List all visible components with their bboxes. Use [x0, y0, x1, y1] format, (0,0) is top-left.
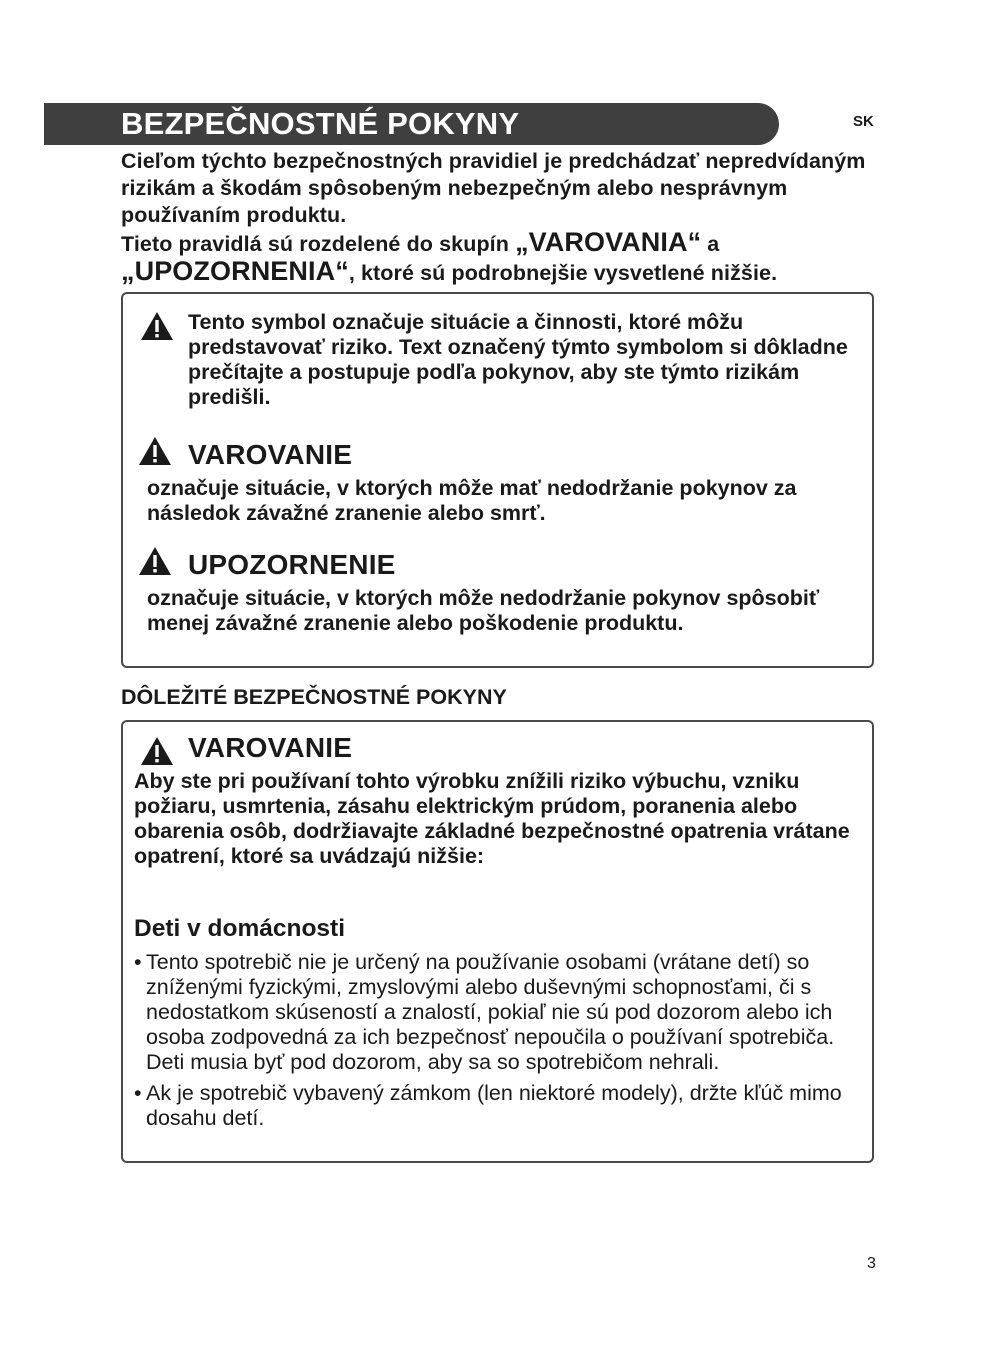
caution-term: „UPOZORNENIA“ [121, 256, 349, 286]
symbol-explanation: Tento symbol označuje situácie a činnosti, ktoré môžu predstavovať riziko. Text označený týmto symbolom si dôkladne prečítajte a postupuje podľa pokynov, aby ste týmto rizikám predišli. [188, 310, 848, 409]
warning-description: Aby ste pri používaní tohto výrobku znížili riziko výbuchu, vzniku požiaru, usmrtenia, zásahu elektrickým prúdom, poranenia alebo obarenia osôb, dodržiavajte základné bezpečnostné opatrenia vrátane opatrení, ktoré sa uvádzajú nižšie: [134, 769, 850, 868]
page-title: BEZPEČNOSTNÉ POKYNY [121, 106, 520, 141]
caution-heading: UPOZORNENIE [188, 549, 396, 580]
bullet-icon: • [134, 1081, 142, 1105]
warning-term: „VAROVANIA“ [515, 227, 702, 257]
warning-triangle-icon [138, 546, 172, 576]
intro [121, 148, 881, 287]
warning-triangle-icon [140, 736, 174, 766]
warning-heading: VAROVANIE [188, 439, 353, 470]
bullet-list [134, 950, 859, 1137]
intro-text-after: , ktoré sú podrobnejšie vysvetlené nižšie. [348, 261, 778, 285]
warning-heading: VAROVANIE [188, 732, 353, 763]
bullet-icon: • [134, 950, 142, 974]
page-number: 3 [867, 1255, 876, 1272]
caution-description: označuje situácie, v ktorých môže nedodržanie pokynov spôsobiť menej závažné zranenie alebo poškodenie produktu. [147, 586, 820, 635]
list-item-text: Tento spotrebič nie je určený na používanie osobami (vrátane detí) so zníženými fyzickými, zmyslovými alebo duševnými schopnosťami, či s nedostatkom skúseností a znalostí, pokiaľ nie sú pod dozorom alebo ich osoba zodpovedná za ich bezpečnosť nepoučila o používaní spotrebiča. Deti musia byť pod dozorom, aby sa so spotrebičom nehrali. [146, 950, 835, 1074]
section-title: DÔLEŽITÉ BEZPEČNOSTNÉ POKYNY [121, 685, 507, 709]
warning-triangle-icon [140, 311, 174, 341]
list-item [134, 1081, 859, 1131]
language-code: SK [853, 113, 874, 130]
intro-text-middle: a [701, 232, 720, 256]
list-item-text: Ak je spotrebič vybavený zámkom (len niektoré modely), držte kľúč mimo dosahu detí. [146, 1081, 842, 1130]
important-warning-box [121, 720, 874, 1163]
warning-triangle-icon [138, 436, 172, 466]
intro-paragraph: Cieľom týchto bezpečnostných pravidiel je predchádzať nepredvídaným rizikám a škodám spôsobeným nebezpečným alebo nesprávnym používaním produktu. [121, 149, 866, 227]
list-item [134, 950, 859, 1075]
symbol-legend-box [121, 292, 874, 668]
intro-text-before: Tieto pravidlá sú rozdelené do skupín [121, 232, 516, 256]
subsection-title: Deti v domácnosti [134, 915, 346, 942]
intro-groups-paragraph [121, 229, 881, 287]
warning-description: označuje situácie, v ktorých môže mať nedodržanie pokynov za následok závažné zranenie alebo smrť. [147, 476, 797, 525]
